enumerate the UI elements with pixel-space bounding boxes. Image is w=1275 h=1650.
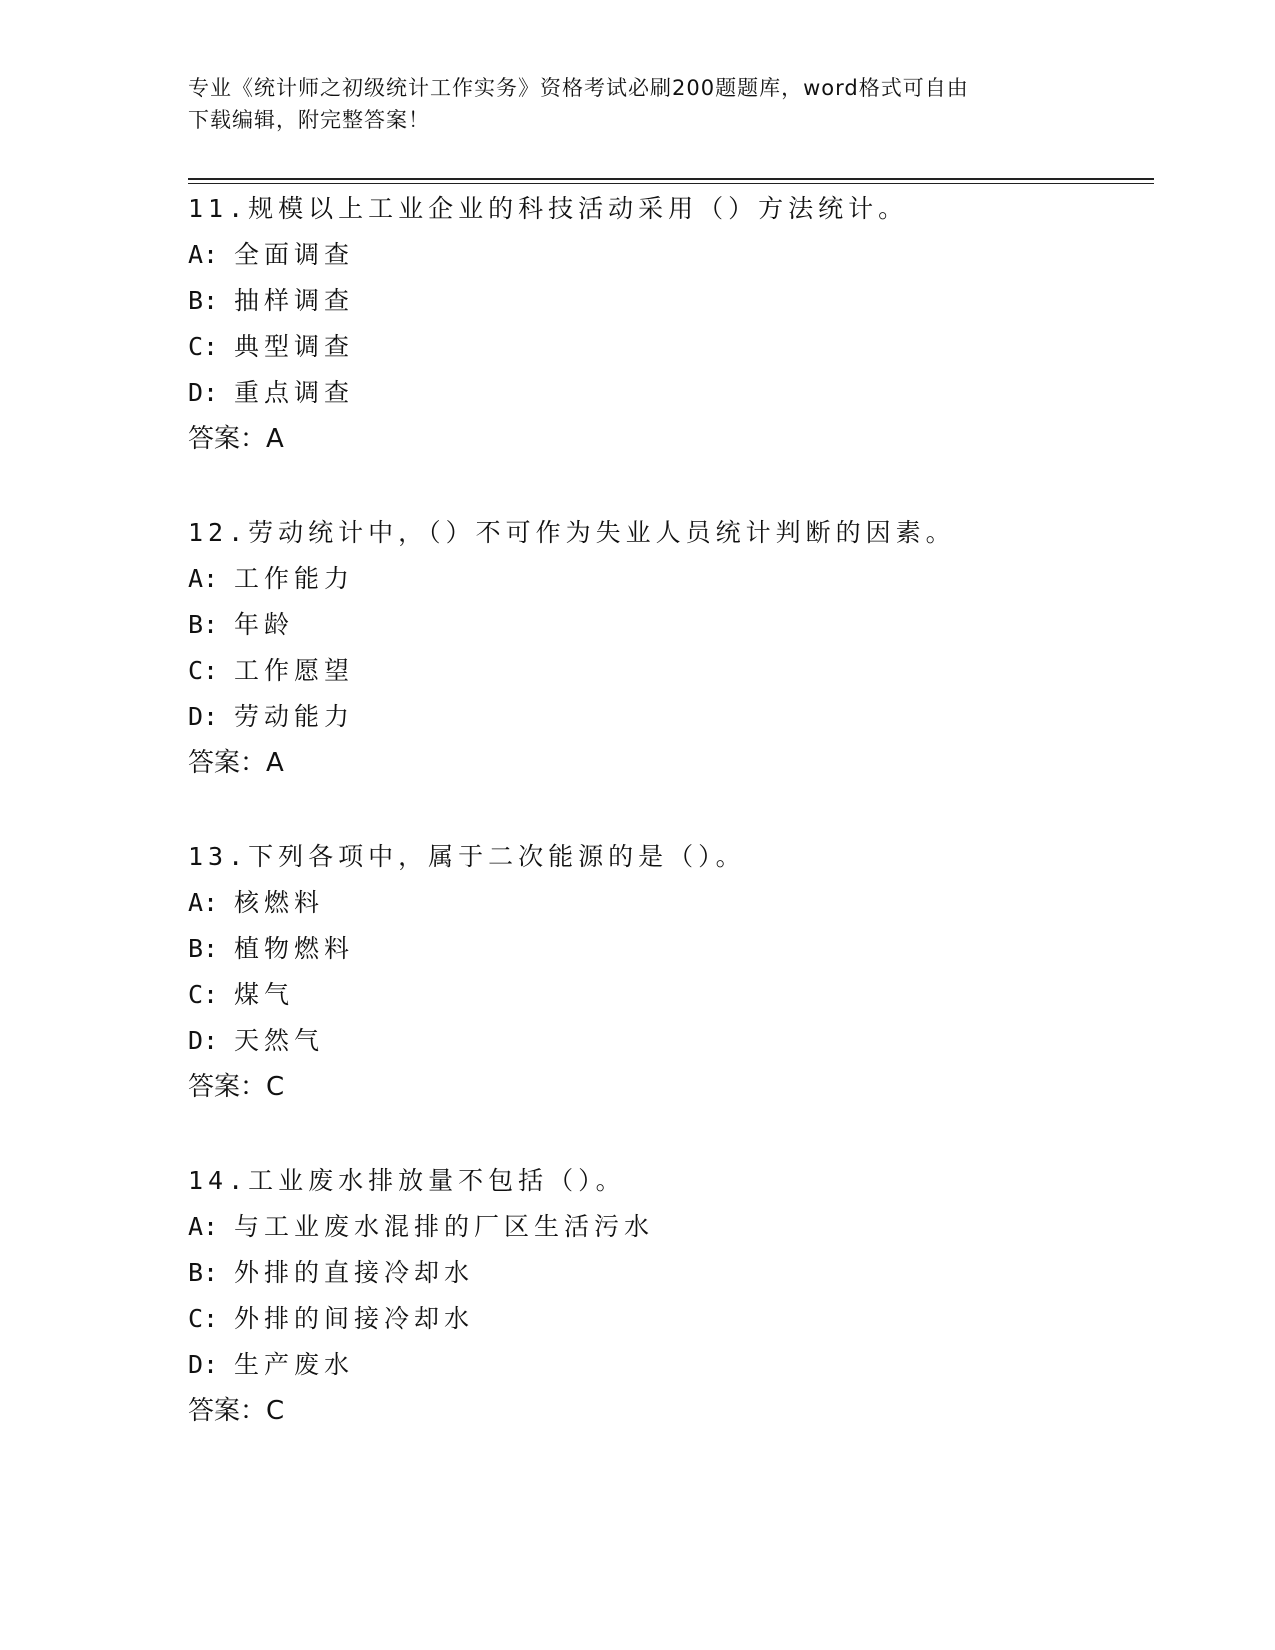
option-text: 全面调查 <box>234 240 355 269</box>
header-divider-thick <box>188 178 1154 180</box>
question-stem: 12.劳动统计中，（）不可作为失业人员统计判断的因素。 <box>188 518 956 547</box>
answer-line <box>188 1064 1154 1110</box>
answer-line <box>188 1388 1154 1434</box>
option-text: 工作能力 <box>234 564 355 593</box>
option-letter: A: <box>188 888 219 917</box>
question-stem: 14.工业废水排放量不包括（）。 <box>188 1166 626 1195</box>
option-text: 抽样调查 <box>234 286 355 315</box>
option-text: 与工业废水混排的厂区生活污水 <box>234 1212 655 1241</box>
option-a <box>188 880 1154 926</box>
option-text: 典型调查 <box>234 332 355 361</box>
option-b <box>188 602 1154 648</box>
option-b <box>188 926 1154 972</box>
question-item <box>188 1158 1154 1434</box>
option-text: 核燃料 <box>234 888 325 917</box>
option-letter: B: <box>188 286 219 315</box>
option-b <box>188 278 1154 324</box>
answer-value: A <box>266 748 284 778</box>
option-d <box>188 1018 1154 1064</box>
header-line-2: 下载编辑，附完整答案！ <box>188 108 430 132</box>
option-letter: C: <box>188 656 219 685</box>
option-text: 外排的直接冷却水 <box>234 1258 475 1287</box>
answer-label: 答案： <box>188 424 267 454</box>
option-letter: C: <box>188 1304 219 1333</box>
option-d <box>188 694 1154 740</box>
option-text: 重点调查 <box>234 378 355 407</box>
option-letter: C: <box>188 332 219 361</box>
option-letter: D: <box>188 1350 219 1379</box>
answer-value: C <box>266 1072 285 1102</box>
option-b <box>188 1250 1154 1296</box>
question-stem: 13.下列各项中，属于二次能源的是（）。 <box>188 842 746 871</box>
header-divider-thin <box>188 183 1154 184</box>
option-c <box>188 648 1154 694</box>
question-item <box>188 834 1154 1110</box>
option-text: 外排的间接冷却水 <box>234 1304 475 1333</box>
answer-label: 答案： <box>188 748 267 778</box>
option-letter: A: <box>188 1212 219 1241</box>
option-text: 劳动能力 <box>234 702 355 731</box>
option-letter: D: <box>188 702 219 731</box>
option-letter: B: <box>188 1258 219 1287</box>
option-text: 年龄 <box>234 610 295 639</box>
option-letter: C: <box>188 980 219 1009</box>
option-c <box>188 972 1154 1018</box>
question-list <box>188 186 1154 1434</box>
option-c <box>188 324 1154 370</box>
option-text: 生产废水 <box>234 1350 355 1379</box>
option-text: 天然气 <box>234 1026 325 1055</box>
option-a <box>188 556 1154 602</box>
option-c <box>188 1296 1154 1342</box>
question-stem: 11.规模以上工业企业的科技活动采用（）方法统计。 <box>188 194 909 223</box>
answer-label: 答案： <box>188 1072 267 1102</box>
option-letter: D: <box>188 378 219 407</box>
header-line-1: 专业《统计师之初级统计工作实务》资格考试必刷200题题库，word格式可自由 <box>188 76 969 100</box>
answer-value: A <box>266 424 284 454</box>
option-text: 工作愿望 <box>234 656 355 685</box>
option-d <box>188 370 1154 416</box>
option-letter: B: <box>188 610 219 639</box>
option-d <box>188 1342 1154 1388</box>
option-letter: B: <box>188 934 219 963</box>
document-header <box>188 72 1088 136</box>
option-a <box>188 1204 1154 1250</box>
option-letter: D: <box>188 1026 219 1055</box>
answer-line <box>188 740 1154 786</box>
option-text: 煤气 <box>234 980 295 1009</box>
option-a <box>188 232 1154 278</box>
answer-line <box>188 416 1154 462</box>
answer-label: 答案： <box>188 1396 267 1426</box>
answer-value: C <box>266 1396 285 1426</box>
question-item <box>188 510 1154 786</box>
option-text: 植物燃料 <box>234 934 355 963</box>
question-item <box>188 186 1154 462</box>
option-letter: A: <box>188 240 219 269</box>
option-letter: A: <box>188 564 219 593</box>
